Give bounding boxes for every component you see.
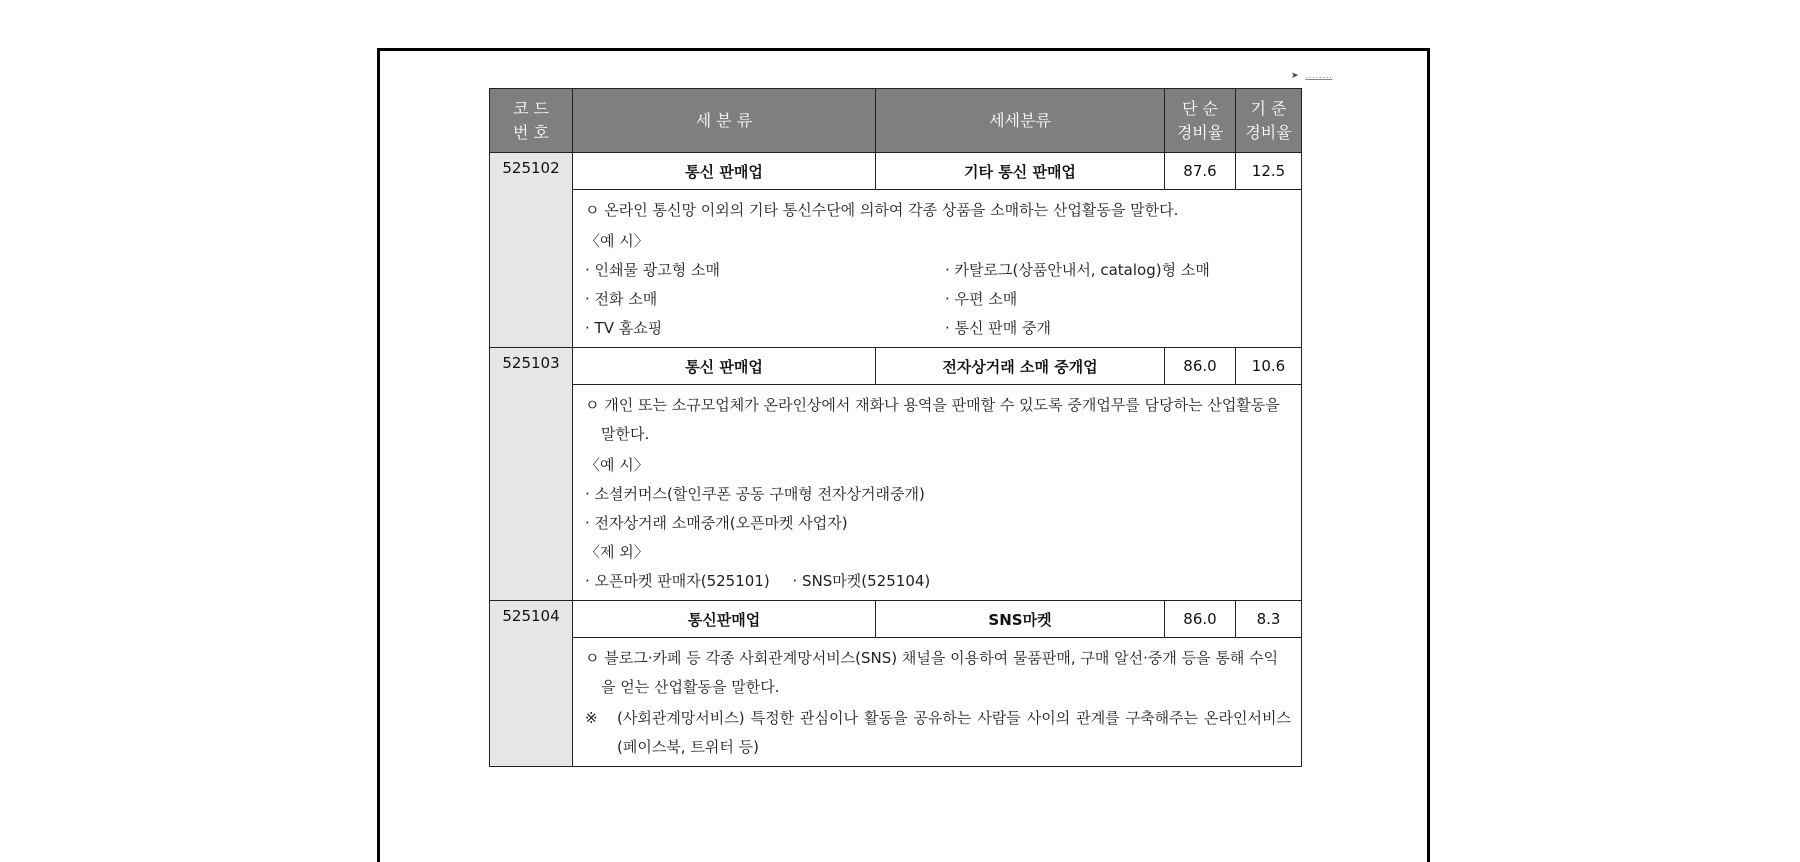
example-label: 〈예 시〉 (585, 232, 649, 250)
list-item: · TV 홈쇼핑 (585, 314, 945, 343)
list-item: · 카탈로그(상품안내서, catalog)형 소매 (945, 256, 1291, 285)
page-corner-mark (1291, 71, 1332, 81)
list-item: · 소셜커머스(할인쿠폰 공동 구매형 전자상거래중개) (585, 480, 1291, 509)
code-cell: 525103 (490, 348, 573, 601)
simple-rate-cell: 87.6 (1165, 153, 1236, 190)
exclusion-label: 〈제 외〉 (585, 543, 649, 561)
table-row (490, 601, 1302, 638)
list-item: · 인쇄물 광고형 소매 (585, 256, 945, 285)
header-standard-rate: 기 준 경비율 (1236, 89, 1302, 153)
code-cell: 525102 (490, 153, 573, 348)
description-row (490, 638, 1302, 767)
list-item: · 오픈마켓 판매자(525101) (585, 572, 770, 590)
header-subclass: 세 분 류 (573, 89, 876, 153)
classification-table (489, 88, 1302, 767)
definition-text: ㅇ 온라인 통신망 이외의 기타 통신수단에 의하여 각종 상품을 소매하는 산업활동을 말한다. (585, 201, 1179, 219)
corner-mark-text: ........ (1305, 71, 1333, 81)
list-item: · 우편 소매 (945, 285, 1291, 314)
subsubclass-cell: 전자상거래 소매 중개업 (876, 348, 1165, 385)
note-mark: ※ (585, 709, 598, 727)
header-code-number: 코 드 번 호 (490, 89, 573, 153)
simple-rate-cell: 86.0 (1165, 601, 1236, 638)
table-row (490, 153, 1302, 190)
list-item: · 전화 소매 (585, 285, 945, 314)
description-cell (573, 638, 1302, 767)
header-subsubclass: 세세분류 (876, 89, 1165, 153)
table-header-row (490, 89, 1302, 153)
definition-text: ㅇ 개인 또는 소규모업체가 온라인상에서 재화나 용역을 판매할 수 있도록 중개업무를 담당하는 산업활동을 말한다. (585, 396, 1280, 443)
standard-rate-cell: 8.3 (1236, 601, 1302, 638)
subsubclass-cell: 기타 통신 판매업 (876, 153, 1165, 190)
standard-rate-cell: 10.6 (1236, 348, 1302, 385)
arrow-icon: ➤ (1291, 71, 1300, 81)
exclusion-list (585, 567, 1291, 596)
list-item: · SNS마켓(525104) (793, 572, 931, 590)
standard-rate-cell: 12.5 (1236, 153, 1302, 190)
subsubclass-cell: SNS마켓 (876, 601, 1165, 638)
example-label: 〈예 시〉 (585, 456, 649, 474)
note-body: (사회관계망서비스) 특정한 관심이나 활동을 공유하는 사람들 사이의 관계를 구축해주는 온라인서비스(페이스북, 트위터 등) (617, 709, 1291, 756)
table-row (490, 348, 1302, 385)
subclass-cell: 통신 판매업 (573, 153, 876, 190)
list-item: · 전자상거래 소매중개(오픈마켓 사업자) (585, 509, 1291, 538)
description-row (490, 385, 1302, 601)
description-cell (573, 190, 1302, 348)
definition-text: ㅇ 블로그·카페 등 각종 사회관계망서비스(SNS) 채널을 이용하여 물품판매, 구매 알선·중개 등을 통해 수익을 얻는 산업활동을 말한다. (585, 649, 1279, 696)
note-text (585, 704, 1291, 762)
list-item: · 통신 판매 중개 (945, 314, 1291, 343)
code-cell: 525104 (490, 601, 573, 767)
subclass-cell: 통신 판매업 (573, 348, 876, 385)
description-cell (573, 385, 1302, 601)
simple-rate-cell: 86.0 (1165, 348, 1236, 385)
header-simple-rate: 단 순 경비율 (1165, 89, 1236, 153)
example-list (585, 256, 1291, 343)
description-row (490, 190, 1302, 348)
subclass-cell: 통신판매업 (573, 601, 876, 638)
